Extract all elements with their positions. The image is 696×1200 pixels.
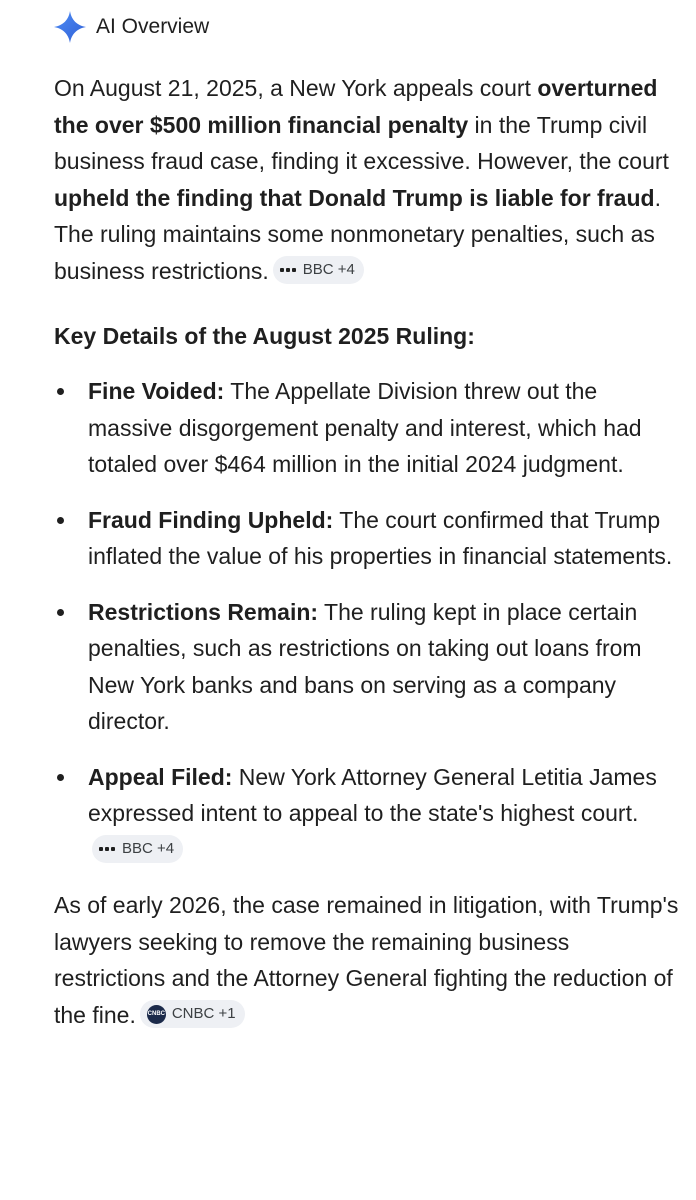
overview-content bbox=[54, 70, 684, 1033]
list-item bbox=[54, 759, 684, 869]
section-title: Key Details of the August 2025 Ruling: bbox=[54, 323, 475, 349]
intro-text-2: in the Trump civil business fraud case, finding it excessive. However, the court bbox=[54, 111, 669, 174]
item-label: Restrictions Remain: bbox=[88, 598, 319, 625]
intro-bold-1: overturned the over $500 million financial penalty bbox=[54, 75, 658, 138]
source-chip-label: BBC +4 bbox=[302, 261, 355, 279]
source-chip-label: CNBC +1 bbox=[171, 1005, 236, 1023]
list-item bbox=[54, 373, 684, 483]
intro-text-1: On August 21, 2025, a New York appeals court bbox=[54, 75, 538, 101]
item-text: New York Attorney General Letitia James expressed intent to appeal to the state's highest court. bbox=[88, 763, 657, 826]
key-details-list bbox=[54, 373, 684, 868]
more-dots-icon bbox=[280, 268, 296, 272]
source-chip-label: BBC +4 bbox=[122, 840, 175, 858]
list-item bbox=[54, 502, 684, 575]
header-title: AI Overview bbox=[96, 15, 210, 38]
closing-text: As of early 2026, the case remained in litigation, with Trump's lawyers seeking to remove the remaining business restrictions and the Attorney General fighting the reduction of the fine. bbox=[54, 892, 679, 1028]
item-label: Fraud Finding Upheld: bbox=[88, 506, 334, 533]
item-text: The ruling kept in place certain penalties, such as restrictions on taking out loans from New York banks and bans on serving as a company director. bbox=[88, 598, 642, 734]
item-text: The Appellate Division threw out the massive disgorgement penalty and interest, which had totaled over $464 million in the initial 2024 judgment. bbox=[88, 378, 642, 477]
more-dots-icon bbox=[99, 847, 115, 851]
cnbc-logo-icon: CNBC bbox=[147, 1005, 166, 1024]
ai-overview-header bbox=[54, 10, 209, 44]
source-chip[interactable] bbox=[273, 256, 364, 284]
list-item bbox=[54, 594, 684, 740]
item-label: Fine Voided: bbox=[88, 378, 225, 404]
closing-paragraph bbox=[54, 887, 684, 1033]
source-chip[interactable] bbox=[92, 835, 183, 863]
intro-bold-2: upheld the finding that Donald Trump is liable for fraud bbox=[54, 184, 655, 211]
intro-paragraph bbox=[54, 70, 684, 289]
intro-text-3: . The ruling maintains some nonmonetary penalties, such as business restrictions. bbox=[54, 184, 661, 284]
item-label: Appeal Filed: bbox=[88, 763, 233, 790]
source-chip-cnbc[interactable] bbox=[140, 1000, 245, 1028]
gemini-sparkle-icon bbox=[52, 9, 88, 45]
item-text: The court confirmed that Trump inflated the value of his properties in financial statements. bbox=[88, 506, 673, 569]
